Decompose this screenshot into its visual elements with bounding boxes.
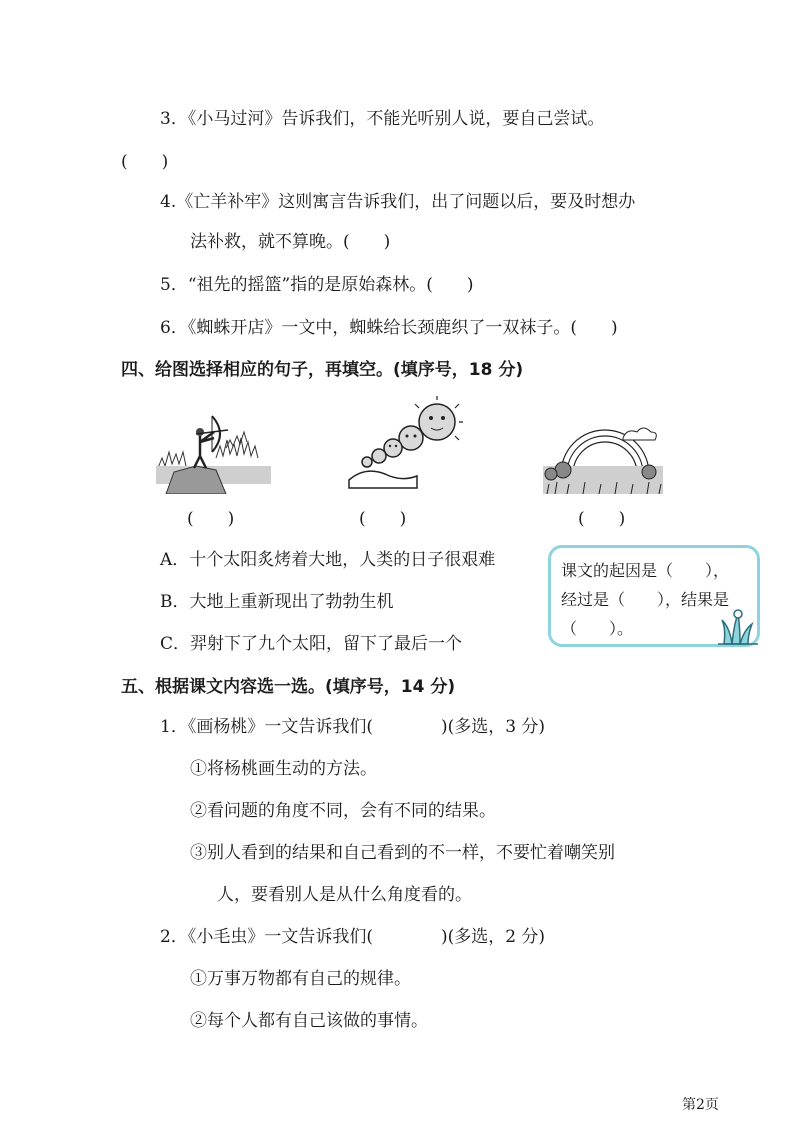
picture-3-answer: ( ) [578,509,626,529]
q1-option-2: ②看问题的角度不同，会有不同的结果。 [190,801,496,821]
rainbow-landscape-picture [543,418,663,494]
q2-option-2: ②每个人都有自己该做的事情。 [190,1011,428,1031]
question-3: 3．《小马过河》告诉我们，不能光听别人说，要自己尝试。 [160,109,605,129]
question-6: 6．《蜘蛛开店》一文中，蜘蛛给长颈鹿织了一双袜子。( ) [160,318,618,338]
section-4-heading: 四、给图选择相应的句子，再填空。(填序号，18 分) [121,360,524,380]
question-5-2: 2．《小毛虫》一文告诉我们( )(多选，2 分) [160,927,546,947]
note-line-3: （ ）。 [561,619,634,638]
note-line-2: 经过是（ ），结果是 [561,590,730,609]
option-a: A．十个太阳炙烤着大地，人类的日子很艰难 [160,550,496,570]
archer-shooting-suns-picture [156,408,271,494]
q1-option-1: ①将杨桃画生动的方法。 [190,759,377,779]
question-4-line2: 法补救，就不算晚。( ) [190,232,391,252]
question-4-line1: 4.《亡羊补牢》这则寓言告诉我们，出了问题以后，要及时想办 [160,192,636,212]
picture-1-answer: ( ) [187,509,235,529]
note-line-1: 课文的起因是（ ）， [561,561,730,580]
page-number: 第2页 [682,1097,719,1113]
q1-option-3-line2: 人，要看别人是从什么角度看的。 [217,885,472,905]
q1-option-3-line1: ③别人看到的结果和自己看到的不一样，不要忙着嘲笑别 [190,843,615,863]
q2-option-1: ①万事万物都有自己的规律。 [190,969,411,989]
question-5-1: 1．《画杨桃》一文告诉我们( )(多选，3 分) [160,717,546,737]
section-5-heading: 五、根据课文内容选一选。(填序号，14 分) [121,677,456,697]
grass-flower-icon [718,606,758,646]
many-suns-picture [345,396,465,494]
question-3-answer-paren: ( ) [121,152,169,172]
option-b: B．大地上重新现出了勃勃生机 [160,592,394,612]
option-c: C．羿射下了九个太阳，留下了最后一个 [160,634,463,654]
question-5: 5．“祖先的摇篮”指的是原始森林。( ) [160,275,474,295]
picture-2-answer: ( ) [359,509,407,529]
